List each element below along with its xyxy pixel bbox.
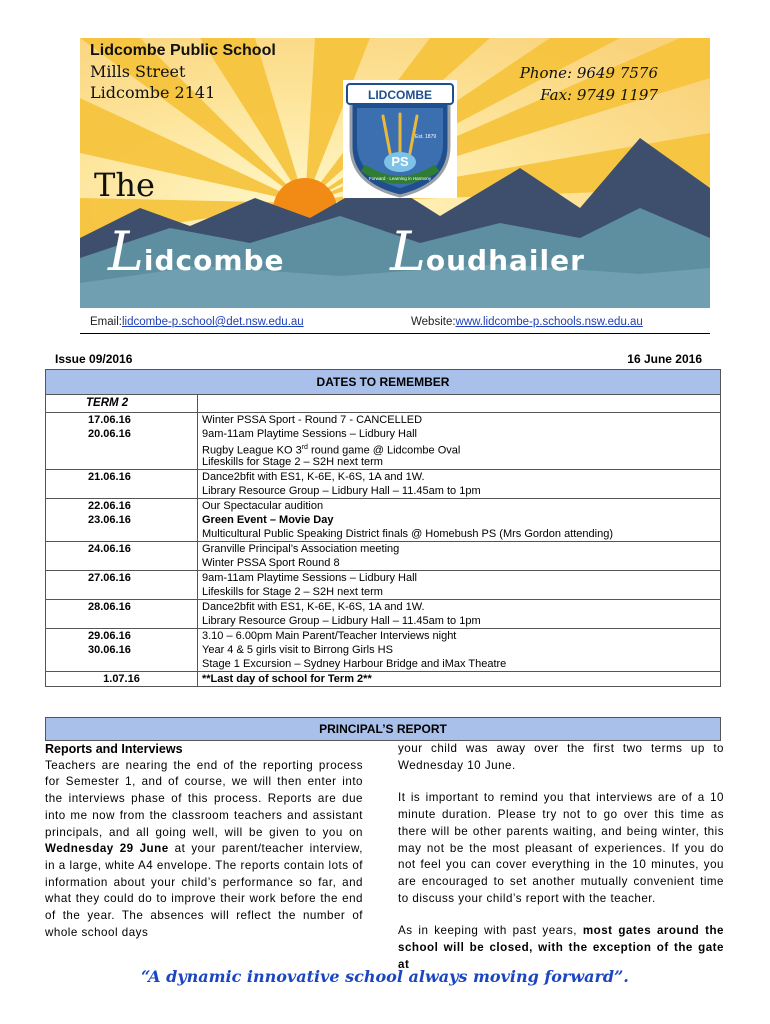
event-text: Library Resource Group – Lidbury Hall – 11.45am to 1pm xyxy=(202,485,481,497)
principals-report-heading: PRINCIPAL’S REPORT xyxy=(45,717,721,741)
date-cell xyxy=(46,600,198,628)
crest-ps: PS xyxy=(391,154,409,169)
rugby-sup: rd xyxy=(301,444,308,451)
event-text: Green Event – Movie Day xyxy=(202,514,334,526)
dates-table-title: DATES TO REMEMBER xyxy=(46,370,720,395)
header-divider xyxy=(80,333,710,334)
event-text: 9am-11am Playtime Sessions – Lidbury Hall xyxy=(202,572,417,584)
date-value: 27.06.16 xyxy=(88,572,131,584)
crest-name: LIDCOMBE xyxy=(368,88,432,102)
date-value: 22.06.16 xyxy=(88,500,131,512)
report-bold-text: most gates around the school will be closed, with the exception of the gate at xyxy=(398,924,724,971)
event-cell xyxy=(198,672,720,686)
website-label: Website: xyxy=(411,316,456,328)
event-text: Winter PSSA Sport - Round 7 - CANCELLED xyxy=(202,414,423,426)
phone-number: Phone: 9649 7576 xyxy=(519,64,658,82)
issue-number: Issue 09/2016 xyxy=(55,352,133,366)
date-value: 21.06.16 xyxy=(88,471,131,483)
event-text: 9am-11am Playtime Sessions – Lidbury Hall xyxy=(202,428,417,440)
event-cell xyxy=(198,413,720,469)
event-cell xyxy=(198,571,720,599)
event-text: Year 4 & 5 girls visit to Birrong Girls HS xyxy=(202,644,393,656)
table-row xyxy=(46,629,720,672)
report-right-column xyxy=(398,741,724,989)
event-cell xyxy=(198,470,720,498)
event-text: Lifeskills for Stage 2 – S2H next term xyxy=(202,586,383,598)
event-text: Our Spectacular audition xyxy=(202,500,324,512)
crest-est: Est. 1879 xyxy=(415,134,437,140)
date-cell xyxy=(46,571,198,599)
masthead-title-1 xyxy=(108,220,285,283)
table-row xyxy=(46,600,720,629)
event-cell xyxy=(198,600,720,628)
table-row xyxy=(46,672,720,686)
report-paragraph: your child was away over the first two terms up to Wednesday 10 June. xyxy=(398,742,724,772)
report-paragraph xyxy=(398,923,724,973)
crest-motto: Forward · Learning in Harmony xyxy=(368,176,432,181)
report-text: As in keeping with past years, xyxy=(398,924,583,938)
event-cell xyxy=(198,629,720,671)
date-cell xyxy=(46,413,198,469)
date-cell xyxy=(46,499,198,541)
email-label: Email: xyxy=(90,316,122,328)
date-cell xyxy=(46,542,198,570)
event-text: Lifeskills for Stage 2 – S2H next term xyxy=(202,456,383,468)
table-row xyxy=(46,470,720,499)
website-line xyxy=(411,316,643,328)
masthead-initial-2: L xyxy=(390,220,426,283)
email-line xyxy=(90,316,304,328)
date-value: 23.06.16 xyxy=(88,514,131,526)
date-cell xyxy=(46,672,198,686)
event-text: Dance2bfit with ES1, K-6E, K-6S, 1A and 1W. xyxy=(202,471,425,483)
event-cell xyxy=(198,499,720,541)
event-text: Library Resource Group – Lidbury Hall – 11.45am to 1pm xyxy=(202,615,481,627)
school-street: Mills Street xyxy=(90,62,186,81)
website-link[interactable]: www.lidcombe-p.schools.nsw.edu.au xyxy=(455,316,643,328)
event-cell xyxy=(198,542,720,570)
date-value: 28.06.16 xyxy=(88,601,131,613)
report-text: Teachers are nearing the end of the reporting process for Semester 1, and of course, we will then enter into the interviews phase of this process. Reports are due into me now from the classroom teachers and assistant principals, and all going well, will be given to you on xyxy=(45,758,363,839)
masthead-title-2 xyxy=(390,220,585,283)
date-value: 1.07.16 xyxy=(103,673,140,685)
date-value: 29.06.16 xyxy=(88,630,131,642)
report-text: at your parent/teacher interview, in a large, white A4 envelope. The reports contain lots of information about your child’s performance so far, and what they could do to improve their work before the end of the year. The absences will reflect the number of whole school days xyxy=(45,842,364,939)
masthead-initial-1: L xyxy=(108,220,144,283)
footer-motto: “A dynamic innovative school always moving forward”. xyxy=(141,967,629,986)
event-text: 3.10 – 6.00pm Main Parent/Teacher Interviews night xyxy=(202,630,457,642)
date-value: 24.06.16 xyxy=(88,543,131,555)
event-text: **Last day of school for Term 2** xyxy=(202,673,372,685)
issue-date: 16 June 2016 xyxy=(627,352,702,366)
table-row xyxy=(46,413,720,470)
masthead-word-1: idcombe xyxy=(143,244,285,277)
date-value: 20.06.16 xyxy=(88,428,131,440)
school-address xyxy=(90,40,276,103)
event-text: Stage 1 Excursion – Sydney Harbour Bridge and iMax Theatre xyxy=(202,658,507,670)
report-bold-date: Wednesday 29 June xyxy=(45,842,169,856)
rugby-text: Rugby League KO 3 xyxy=(202,444,302,457)
report-left-column xyxy=(45,741,363,957)
table-row xyxy=(46,542,720,571)
school-name: Lidcombe Public School xyxy=(90,42,276,59)
report-subheading: Reports and Interviews xyxy=(45,742,183,756)
event-text: Multicultural Public Speaking District finals @ Homebush PS (Mrs Gordon attending) xyxy=(202,528,614,540)
date-value: 17.06.16 xyxy=(88,414,131,426)
date-value: 30.06.16 xyxy=(88,644,131,656)
fax-number: Fax: 9749 1197 xyxy=(540,86,658,104)
event-text: Dance2bfit with ES1, K-6E, K-6S, 1A and 1W. xyxy=(202,601,425,613)
phone-fax xyxy=(520,62,658,106)
masthead-the: The xyxy=(94,166,155,204)
event-text xyxy=(202,441,720,455)
date-cell xyxy=(46,629,198,671)
report-paragraph: It is important to remind you that interviews are of a 10 minute duration. Please try not to go over this time as there will be other parents waiting, and being winter, this may not be the most pleasant of experiences. If you do not feel you can cover everything in the 10 minutes, you are encouraged to set another mutually convenient time to discuss your child’s report with the teacher. xyxy=(398,791,724,905)
term-row xyxy=(46,395,720,413)
email-link[interactable]: lidcombe-p.school@det.nsw.edu.au xyxy=(121,316,304,328)
report-paragraph xyxy=(45,758,363,942)
school-suburb: Lidcombe 2141 xyxy=(90,83,216,102)
event-text: Winter PSSA Sport Round 8 xyxy=(202,557,340,569)
table-row xyxy=(46,499,720,542)
school-crest-logo xyxy=(343,80,457,198)
event-text: Granville Principal’s Association meeting xyxy=(202,543,400,555)
dates-to-remember-table xyxy=(45,369,721,687)
masthead-word-2: oudhailer xyxy=(425,244,585,277)
date-cell xyxy=(46,470,198,498)
table-row xyxy=(46,571,720,600)
rugby-rest: round game @ Lidcombe Oval xyxy=(307,444,461,457)
term-label: TERM 2 xyxy=(46,395,198,412)
